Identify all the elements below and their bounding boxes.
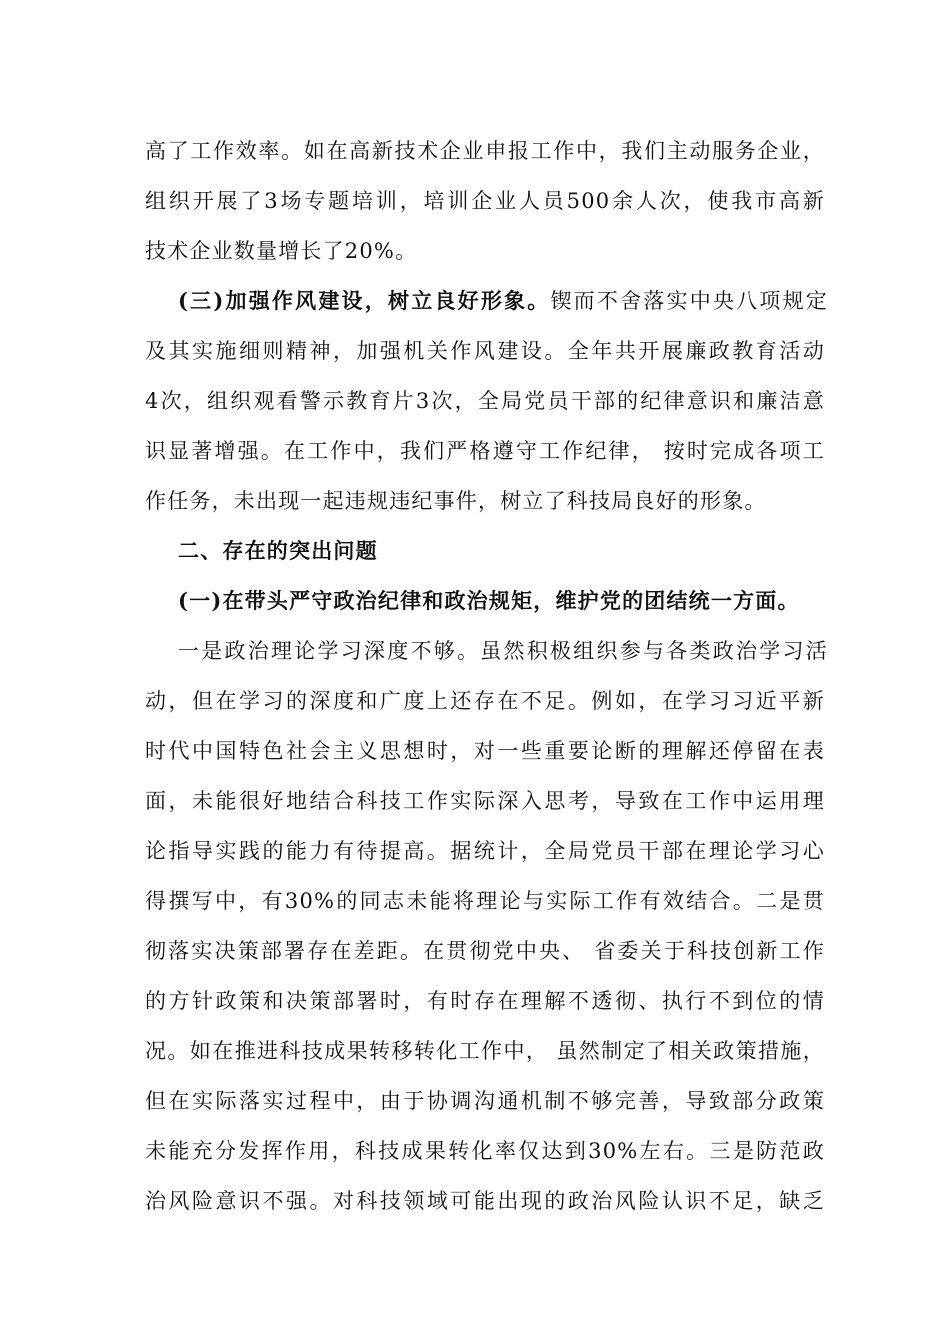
paragraph-line: 识显著增强。在工作中，我们严格遵守工作纪律， 按时完成各项工 xyxy=(145,439,825,463)
paragraph-line: 一是政治理论学习深度不够。虽然积极组织参与各类政治学习活 xyxy=(178,639,828,663)
section-heading-3-line xyxy=(178,285,828,317)
paragraph-line: 的方针政策和决策部署时，有时存在理解不透彻、执行不到位的情 xyxy=(145,989,825,1013)
paragraph-line: 但在实际落实过程中，由于协调沟通机制不够完善，导致部分政策 xyxy=(145,1089,825,1113)
section-heading-3: (三)加强作风建设，树立良好形象。 xyxy=(178,288,551,313)
paragraph-line: 技术企业数量增长了20%。 xyxy=(145,239,418,263)
paragraph-text: 锲而不舍落实中央八项规定 xyxy=(550,289,828,313)
paragraph-line: 时代中国特色社会主义思想时，对一些重要论断的理解还停留在表 xyxy=(145,739,825,763)
paragraph-line: 治风险意识不强。对科技领域可能出现的政治风险认识不足，缺乏 xyxy=(145,1189,825,1213)
paragraph-line: 论指导实践的能力有待提高。据统计，全局党员干部在理论学习心 xyxy=(145,839,825,863)
paragraph-line: 得撰写中，有30%的同志未能将理论与实际工作有效结合。二是贯 xyxy=(145,889,825,913)
paragraph-line: 况。如在推进科技成果转移转化工作中， 虽然制定了相关政策措施， xyxy=(145,1039,825,1063)
paragraph-line: 及其实施细则精神，加强机关作风建设。全年共开展廉政教育活动 xyxy=(145,339,825,363)
paragraph-line: 面，未能很好地结合科技工作实际深入思考，导致在工作中运用理 xyxy=(145,789,825,813)
section-heading-2: 二、存在的突出问题 xyxy=(178,538,378,563)
paragraph-line: 彻落实决策部署存在差距。在贯彻党中央、 省委关于科技创新工作 xyxy=(145,939,825,963)
paragraph-line: 4次，组织观看警示教育片3次，全局党员干部的纪律意识和廉洁意 xyxy=(145,389,825,413)
paragraph-line: 组织开展了3场专题培训，培训企业人员500余人次，使我市高新 xyxy=(145,189,825,213)
section-heading-3: (一)在带头严守政治纪律和政治规矩，维护党的团结统一方面。 xyxy=(178,588,800,613)
paragraph-line: 未能充分发挥作用，科技成果转化率仅达到30%左右。三是防范政 xyxy=(145,1139,825,1163)
paragraph-line: 动，但在学习的深度和广度上还存在不足。例如，在学习习近平新 xyxy=(145,689,825,713)
paragraph-line: 高了工作效率。如在高新技术企业申报工作中，我们主动服务企业， xyxy=(145,139,825,163)
paragraph-line: 作任务，未出现一起违规违纪事件，树立了科技局良好的形象。 xyxy=(145,489,767,513)
